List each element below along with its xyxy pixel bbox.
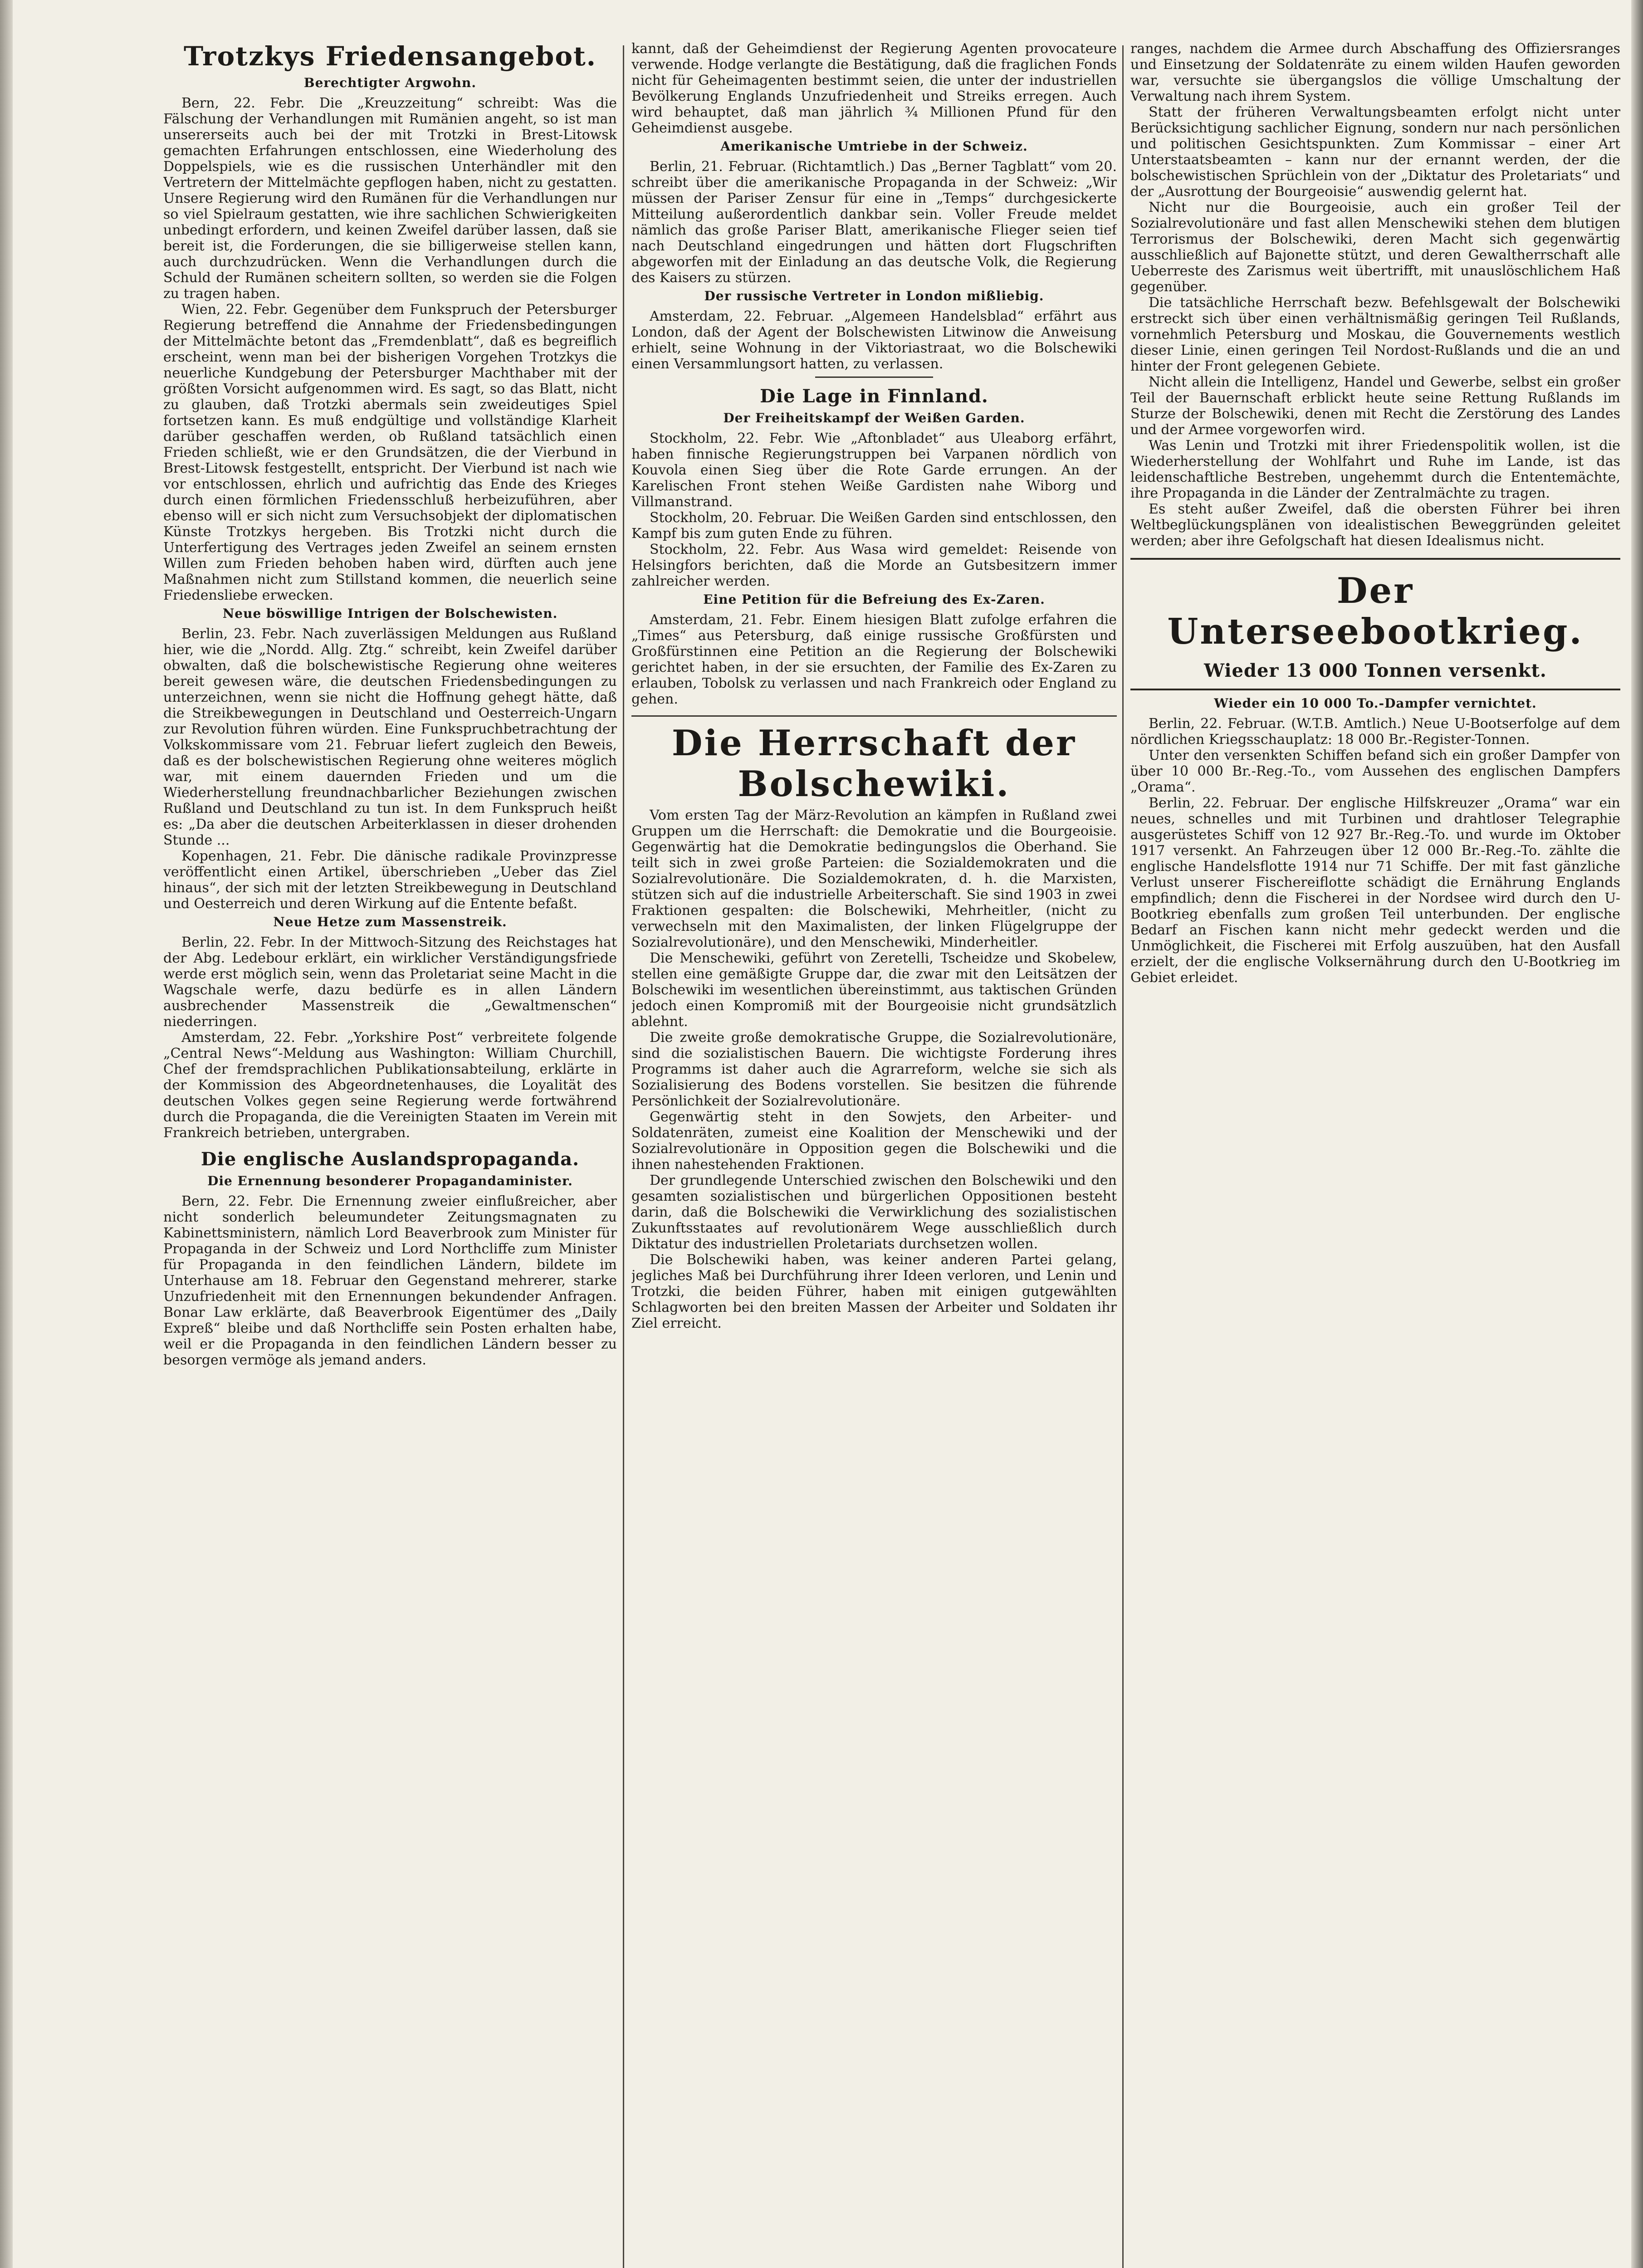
paragraph: Stockholm, 22. Febr. Aus Wasa wird gemeldet: Reisende von Helsingfors berichten, daß die Morde an Gutsbesitzern immer zahlreicher werden. — [631, 542, 1117, 589]
paragraph: Berlin, 23. Febr. Nach zuverlässigen Meldungen aus Rußland hier, wie die „Nordd. Allg. Ztg.“ schreibt, kein Zweifel darüber obwalten, daß die bolschewistische Regierung ohne weiteres bereit gewesen wäre, die deutschen Friedensbedingungen zu unterzeichnen, wenn sie nicht die Hoffnung gehegt hätte, daß die Streikbewegungen in Deutschland und Oesterreich-Ungarn zur Revolution führen würden. Eine Funkspruchbetrachtung der Volkskommissare vom 21. Februar liefert zugleich den Beweis, daß es der bolschewistischen Regierung ohne weiteres möglich war, mit einem dauernden Frieden und um die Wiederherstellung freundnachbarlicher Beziehungen zwischen Rußland und Deutschland zu tun ist. In dem Funkspruch heißt es: „Da aber die deutschen Arbeiterklassen in dieser drohenden Stunde ... — [163, 626, 617, 848]
article-title: Der Unterseebootkrieg. — [1167, 570, 1584, 652]
column-3 — [1130, 41, 1620, 2268]
column-rule — [623, 45, 624, 2268]
paragraph: Bern, 22. Febr. Die „Kreuzzeitung“ schreibt: Was die Fälschung der Verhandlungen mit Rumänien angeht, so ist man unsererseits auch bei der mit Trotzki in Brest-Litowsk gemachten Erfahrungen entschlossen, eine Wiederholung des Doppelspiels, wie es die russischen Unterhändler mit den Vertretern der Mittelmächte gepflogen haben, nicht zu gestatten. Unsere Regierung wird den Rumänen für die Verhandlungen nur so viel Spielraum gestatten, wie ihre sachlichen Schwierigkeiten unbedingt erfordern, und keinen Zweifel darüber lassen, daß sie bereit ist, die Forderungen, die sie billigerweise stellen kann, auch durchzudrücken. Wenn die Verhandlungen durch die Schuld der Rumänen scheitern sollten, so werden sie die Folgen zu tragen haben. — [163, 95, 617, 302]
article-subtitle: Wieder 13 000 Tonnen versenkt. — [1204, 660, 1547, 681]
paragraph: Bern, 22. Febr. Die Ernennung zweier einflußreicher, aber nicht sonderlich beleumundeter Zeitungsmagnaten zu Kabinettsministern, nämlich Lord Beaverbrook zum Minister für Propaganda in der Schweiz und Lord Northcliffe zum Minister für Propaganda in den feindlichen Ländern, bildete im Unterhause am 18. Februar den Gegenstand mehrerer, starke Unzufriedenheit mit den Ernennungen bekundender Anfragen. Bonar Law erklärte, daß Beaverbrook Eigentümer des „Daily Expreß“ bleibe und daß Northcliffe sein Posten erhalten habe, weil er die Propaganda in den feindlichen Ländern besser zu besorgen vermöge als jemand anders. — [163, 1193, 617, 1368]
section-heading: Neue böswillige Intrigen der Bolschewisten. — [222, 606, 558, 621]
paragraph: ranges, nachdem die Armee durch Abschaffung des Offiziersranges und Einsetzung der Soldatenräte zu einem wilden Haufen geworden war, versuchte sie übergangslos die völlige Umschaltung der Verwaltung nach ihrem System. — [1130, 41, 1620, 104]
article-subtitle: Die Ernennung besonderer Propagandaminister. — [207, 1173, 573, 1188]
article-title: Trotzkys Friedensangebot. — [183, 41, 597, 72]
article-title: Die Lage in Finnland. — [760, 386, 988, 407]
paragraph: Es steht außer Zweifel, daß die obersten Führer bei ihren Weltbeglückungsplänen von idealistischen Beweggründen geleitet werden; aber ihre Gefolgschaft hat diesen Idealismus nicht. — [1130, 501, 1620, 549]
section-heading: Eine Petition für die Befreiung des Ex-Zaren. — [703, 592, 1045, 607]
paragraph: Stockholm, 22. Febr. Wie „Aftonbladet“ aus Uleaborg erfährt, haben finnische Regierungstruppen bei Varpanen nördlich von Kouvola einen Sieg über die Rote Garde errungen. An der Karelischen Front stehen Weiße Gardisten nahe Wiborg und Villmanstrand. — [631, 430, 1117, 510]
paragraph: Die tatsächliche Herrschaft bezw. Befehlsgewalt der Bolschewiki erstreckt sich über einen verhältnismäßig geringen Teil Rußlands, vornehmlich Petersburg und Moskau, die Gouvernements westlich dieser Linie, einen geringen Teil Nordost-Rußlands und die an und hinter der Front gelegenen Gebiete. — [1130, 295, 1620, 374]
section-heading: Neue Hetze zum Massenstreik. — [273, 914, 507, 929]
page-binding-edge — [0, 0, 13, 2268]
paragraph: kannt, daß der Geheimdienst der Regierung Agenten provocateure verwende. Hodge verlangte die Bestätigung, daß die fraglichen Fonds nicht für Geheimagenten bestimmt seien, die unter der industriellen Bevölkerung Englands Unzufriedenheit und Streiks erregen. Auch wird behauptet, daß man jährlich ¾ Millionen Pfund für den Geheimdienst ausgebe. — [631, 41, 1117, 136]
section-heading: Der russische Vertreter in London mißliebig. — [704, 288, 1044, 303]
column-1 — [163, 41, 617, 2268]
article-title: Die englische Auslandspropaganda. — [200, 1149, 580, 1170]
paragraph: Berlin, 22. Februar. (W.T.B. Amtlich.) Neue U-Bootserfolge auf dem nördlichen Kriegsschauplatz: 18 000 Br.-Register-Tonnen. — [1130, 716, 1620, 748]
paragraph: Die Bolschewiki haben, was keiner anderen Partei gelang, jegliches Maß bei Durchführung ihrer Ideen verloren, und Lenin und Trotzki, die beiden Führer, haben mit einigen gutgewählten Schlagworten bei den breiten Massen der Arbeiter und Soldaten ihr Ziel erreicht. — [631, 1252, 1117, 1331]
article-subtitle: Berechtigter Argwohn. — [303, 75, 477, 90]
page-right-edge — [1631, 0, 1643, 2268]
paragraph: Wien, 22. Febr. Gegenüber dem Funkspruch der Petersburger Regierung betreffend die Annahme der Friedensbedingungen der Mittelmächte betont das „Fremdenblatt“, daß es begreiflich erscheint, wenn man bei der bisherigen Vorgehen Trotzkys die neuerliche Kundgebung der Petersburger Machthaber mit der größten Vorsicht aufgenommen wird. Es sagt, so das Blatt, nicht zu glauben, daß Trotzki abermals sein zweideutiges Spiel fortsetzen kann. Es muß endgültige und vollständige Klarheit darüber geschaffen werden, ob Rußland tatsächlich einen Frieden schließt, wie er den Grundsätzen, die der Vierbund in Brest-Litowsk festgestellt, entspricht. Der Vierbund ist nach wie vor entschlossen, ehrlich und aufrichtig das Ende des Krieges durch einen förmlichen Friedensschluß herbeizuführen, aber ebenso will er sich nicht zum Versuchsobjekt der diplomatischen Künste Trotzkys hergeben. Bis Trotzki nicht durch die Unterfertigung des Vertrages jeden Zweifel an seinem ernsten Willen zum Frieden behoben haben wird, dürften auch jene Maßnahmen nicht zum Stillstand kommen, die neuerlich seine Friedensliebe erwecken. — [163, 302, 617, 603]
paragraph: Amsterdam, 22. Februar. „Algemeen Handelsblad“ erfährt aus London, daß der Agent der Bolschewisten Litwinow die Anweisung erhielt, seine Wohnung in der Viktoriastraat, wo die Bolschewiki einen Versammlungsort hatten, zu verlassen. — [631, 308, 1117, 372]
paragraph: Die zweite große demokratische Gruppe, die Sozialrevolutionäre, sind die sozialistischen Bauern. Die wichtigste Forderung ihres Programms ist daher auch die Agrarreform, welche sie sich als Sozialisierung des Bodens vorstellen. Sie besitzen die führende Persönlichkeit der Sozialrevolutionäre. — [631, 1030, 1117, 1109]
section-heading: Wieder ein 10 000 To.-Dampfer vernichtet. — [1214, 696, 1537, 711]
paragraph: Amsterdam, 21. Febr. Einem hiesigen Blatt zufolge erfahren die „Times“ aus Petersburg, daß einige russische Großfürsten und Großfürstinnen eine Petition an die Regierung der Bolschewiki gerichtet haben, in der sie ersuchten, der Familie des Ex-Zaren zu erlauben, Tobolsk zu verlassen und nach Frankreich oder England zu gehen. — [631, 612, 1117, 707]
paragraph: Die Menschewiki, geführt von Zeretelli, Tscheidze und Skobelew, stellen eine gemäßigte Gruppe dar, die zwar mit den Leitsätzen der Bolschewiki im wesentlichen übereinstimmt, aus taktischen Gründen jedoch einen Kompromiß mit der Bourgeoisie nicht grundsätzlich ablehnt. — [631, 950, 1117, 1030]
article-subtitle: Der Freiheitskampf der Weißen Garden. — [723, 411, 1025, 425]
column-rule — [1122, 45, 1124, 2268]
paragraph: Gegenwärtig steht in den Sowjets, den Arbeiter- und Soldatenräten, zumeist eine Koalition der Menschewiki und der Sozialrevolutionäre in Opposition gegen die Bolschewiki und die ihnen nahestehenden Fraktionen. — [631, 1109, 1117, 1173]
paragraph: Der grundlegende Unterschied zwischen den Bolschewiki und den gesamten sozialistischen und bürgerlichen Oppositionen besteht darin, daß die Bolschewiki die Verwirklichung des sozialistischen Zukunftsstaates auf revolutionärem Wege ausschließlich durch Diktatur des industriellen Proletariats durchsetzen wollen. — [631, 1173, 1117, 1252]
article-title: Die Herrschaft der Bolschewiki. — [671, 723, 1077, 805]
paragraph: Stockholm, 20. Februar. Die Weißen Garden sind entschlossen, den Kampf bis zum guten Ende zu führen. — [631, 510, 1117, 542]
paragraph: Statt der früheren Verwaltungsbeamten erfolgt nicht unter Berücksichtigung sachlicher Eignung, sondern nur nach persönlichen und politischen Gesichtspunkten. Zum Kommissar – einer Art Unterstaatsbeamten – kann nur der ernannt werden, der die bolschewistischen Sprüchlein von der „Diktatur des Proletariats“ und der „Ausrottung der Bourgeoisie“ auswendig gelernt hat. — [1130, 104, 1620, 200]
paragraph: Vom ersten Tag der März-Revolution an kämpfen in Rußland zwei Gruppen um die Herrschaft: die Demokratie und die Bourgeoisie. Gegenwärtig hat die Demokratie bedingungslos die Oberhand. Sie teilt sich in zwei große Parteien: die Sozialdemokraten und die Sozialrevolutionäre. Die Sozialdemokraten, d. h. die Marxisten, stützen sich auf die industrielle Arbeiterschaft. Sie sind 1903 in zwei Fraktionen gespalten: die Bolschewiki, Mehrheitler, (nicht zu verwechseln mit den Maximalisten, der linken Flügelgruppe der Sozialrevolutionäre), und den Menschewiki, Minderheitler. — [631, 807, 1117, 950]
column-2 — [631, 41, 1117, 2268]
paragraph: Berlin, 22. Febr. In der Mittwoch-Sitzung des Reichstages hat der Abg. Ledebour erklärt, ein wirklicher Verständigungsfriede werde erst möglich sein, wenn das Proletariat seine Macht in die Wagschale werfe, dazu bedürfe es in allen Ländern ausbrechender Massenstreik die „Gewaltmenschen“ niederringen. — [163, 934, 617, 1030]
paragraph: Berlin, 22. Februar. Der englische Hilfskreuzer „Orama“ war ein neues, schnelles und mit Turbinen und drahtloser Telegraphie ausgerüstetes Schiff von 12 927 Br.-Reg.-To. und wurde im Oktober 1917 versenkt. An Fahrzeugen über 12 000 Br.-Reg.-To. zählte die englische Handelsflotte 1914 nur 71 Schiffe. Der mit fast gänzliche Verlust unserer Fischereiflotte schädigt die Ernährung Englands empfindlich; denn die Fischerei in der Nordsee wird durch den U-Bootkrieg ebenfalls zum großen Teil unterbunden. Der englische Bedarf an Fischen kann nicht mehr gedeckt werden und die Unmöglichkeit, die Fischerei mit Erfolg auszuüben, hat den Ausfall erzielt, der die englische Volksernährung durch den U-Bootkrieg im Gebiet erleidet. — [1130, 795, 1620, 986]
paragraph: Nicht allein die Intelligenz, Handel und Gewerbe, selbst ein großer Teil der Bauernschaft erblickt heute seine Rettung Rußlands im Sturze der Bolschewiki, denen mit Recht die Zerstörung des Landes und der Armee vorgeworfen wird. — [1130, 374, 1620, 438]
divider — [815, 376, 933, 378]
paragraph: Berlin, 21. Februar. (Richtamtlich.) Das „Berner Tagblatt“ vom 20. schreibt über die amerikanische Propaganda in der Schweiz: „Wir müssen der Pariser Zensur für eine in „Temps“ durchgesickerte Mitteilung außerordentlich dankbar sein. Voller Freude meldet nämlich das große Pariser Blatt, amerikanische Flieger seien tief nach Deutschland eingedrungen und hätten dort Flugschriften abgeworfen mit der Einladung an das deutsche Volk, die Regierung des Kaisers zu stürzen. — [631, 159, 1117, 286]
section-heading: Amerikanische Umtriebe in der Schweiz. — [720, 139, 1028, 154]
paragraph: Was Lenin und Trotzki mit ihrer Friedenspolitik wollen, ist die Wiederherstellung der Wohlfahrt und Ruhe im Lande, ist das leidenschaftliche Bestreben, ungehemmt durch die Ententemächte, ihre Propaganda in die Länder der Zentralmächte zu tragen. — [1130, 438, 1620, 501]
paragraph: Unter den versenkten Schiffen befand sich ein großer Dampfer von über 10 000 Br.-Reg.-To., vom Aussehen des englischen Dampfers „Orama“. — [1130, 748, 1620, 795]
headline-box — [1130, 558, 1620, 690]
paragraph: Kopenhagen, 21. Febr. Die dänische radikale Provinzpresse veröffentlicht einen Artikel, überschrieben „Ueber das Ziel hinaus“, der sich mit der letzten Streikbewegung in Deutschland und Oesterreich und deren Wirkung auf die Entente befaßt. — [163, 848, 617, 912]
paragraph: Nicht nur die Bourgeoisie, auch ein großer Teil der Sozialrevolutionäre und fast allen Menschewiki stehen dem blutigen Terrorismus der Bolschewiki, deren Macht sich gegenwärtig ausschließlich auf Bajonette stützt, und deren Gewaltherrschaft alle Ueberreste des Zarismus weit übertrifft, mit unauslöschlichem Haß gegenüber. — [1130, 200, 1620, 295]
divider — [631, 715, 1117, 717]
paragraph: Amsterdam, 22. Febr. „Yorkshire Post“ verbreitete folgende „Central News“-Meldung aus Washington: William Churchill, Chef der fremdsprachlichen Publikationsabteilung, erklärte in der Kommission des Abgeordnetenhauses, die Loyalität des deutschen Volkes gegen seine Regierung werde fortwährend durch die Propaganda, die die Vereinigten Staaten im Verein mit Frankreich betrieben, untergraben. — [163, 1030, 617, 1141]
